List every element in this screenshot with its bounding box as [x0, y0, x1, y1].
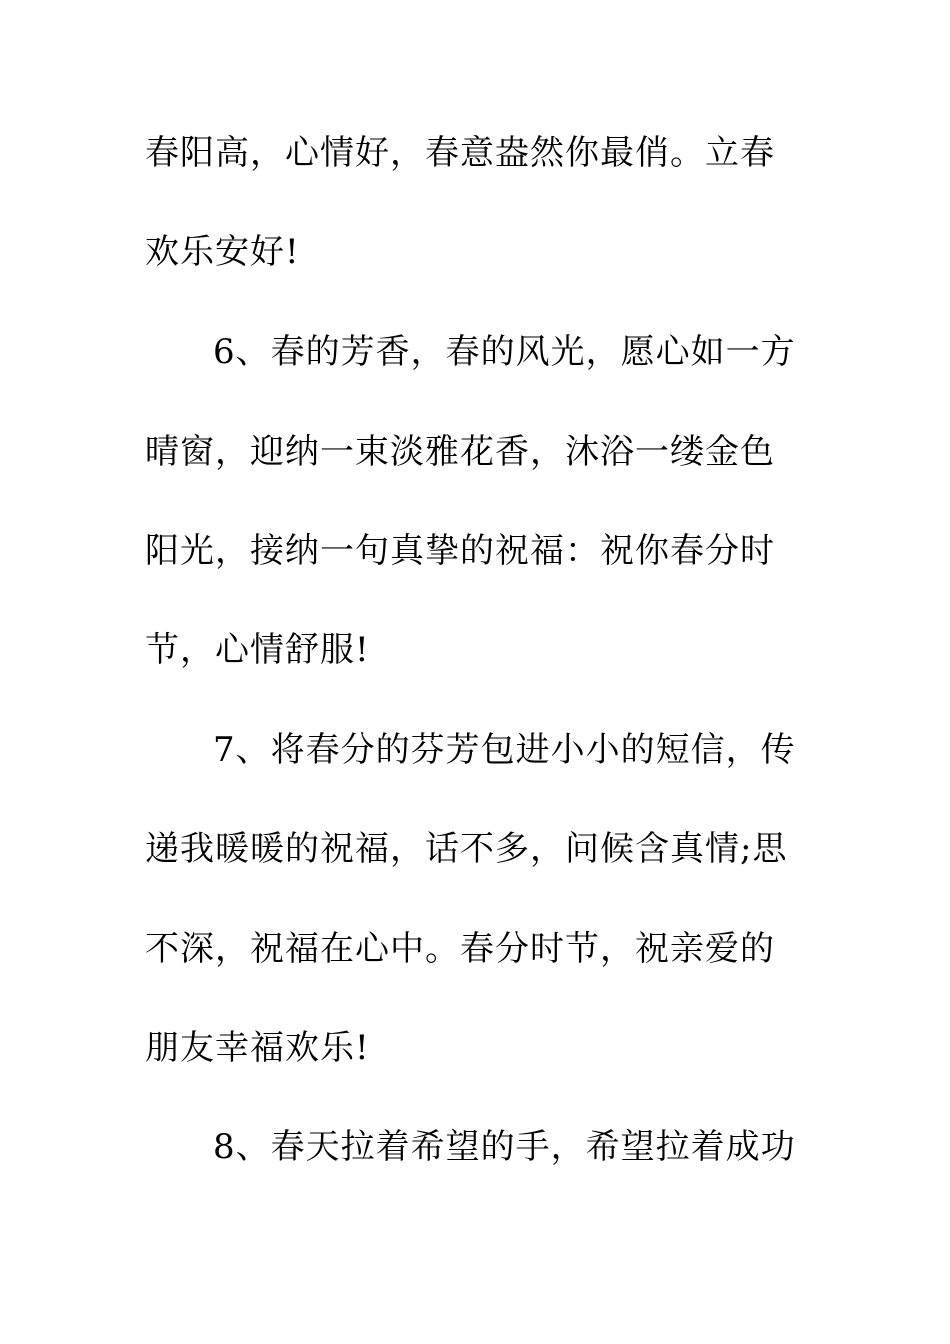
paragraph-line: 6、春的芳香，春的风光，愿心如一方	[213, 332, 796, 372]
paragraph-line: 递我暖暖的祝福，话不多，问候含真情;思	[145, 829, 788, 869]
paragraph-line: 欢乐安好!	[145, 232, 300, 272]
paragraph-line: 朋友幸福欢乐!	[145, 1028, 370, 1068]
paragraph-line: 春阳高，心情好，春意盎然你最俏。立春	[145, 133, 775, 173]
paragraph-line: 不深，祝福在心中。春分时节，祝亲爱的	[145, 929, 775, 969]
paragraph-line: 晴窗，迎纳一束淡雅花香，沐浴一缕金色	[145, 432, 775, 472]
paragraph-line: 节，心情舒服!	[145, 630, 370, 670]
paragraph-line: 7、将春分的芬芳包进小小的短信，传	[213, 730, 796, 770]
paragraph-line: 阳光，接纳一句真挚的祝福：祝你春分时	[145, 531, 775, 571]
paragraph-line: 8、春天拉着希望的手，希望拉着成功	[213, 1127, 796, 1167]
